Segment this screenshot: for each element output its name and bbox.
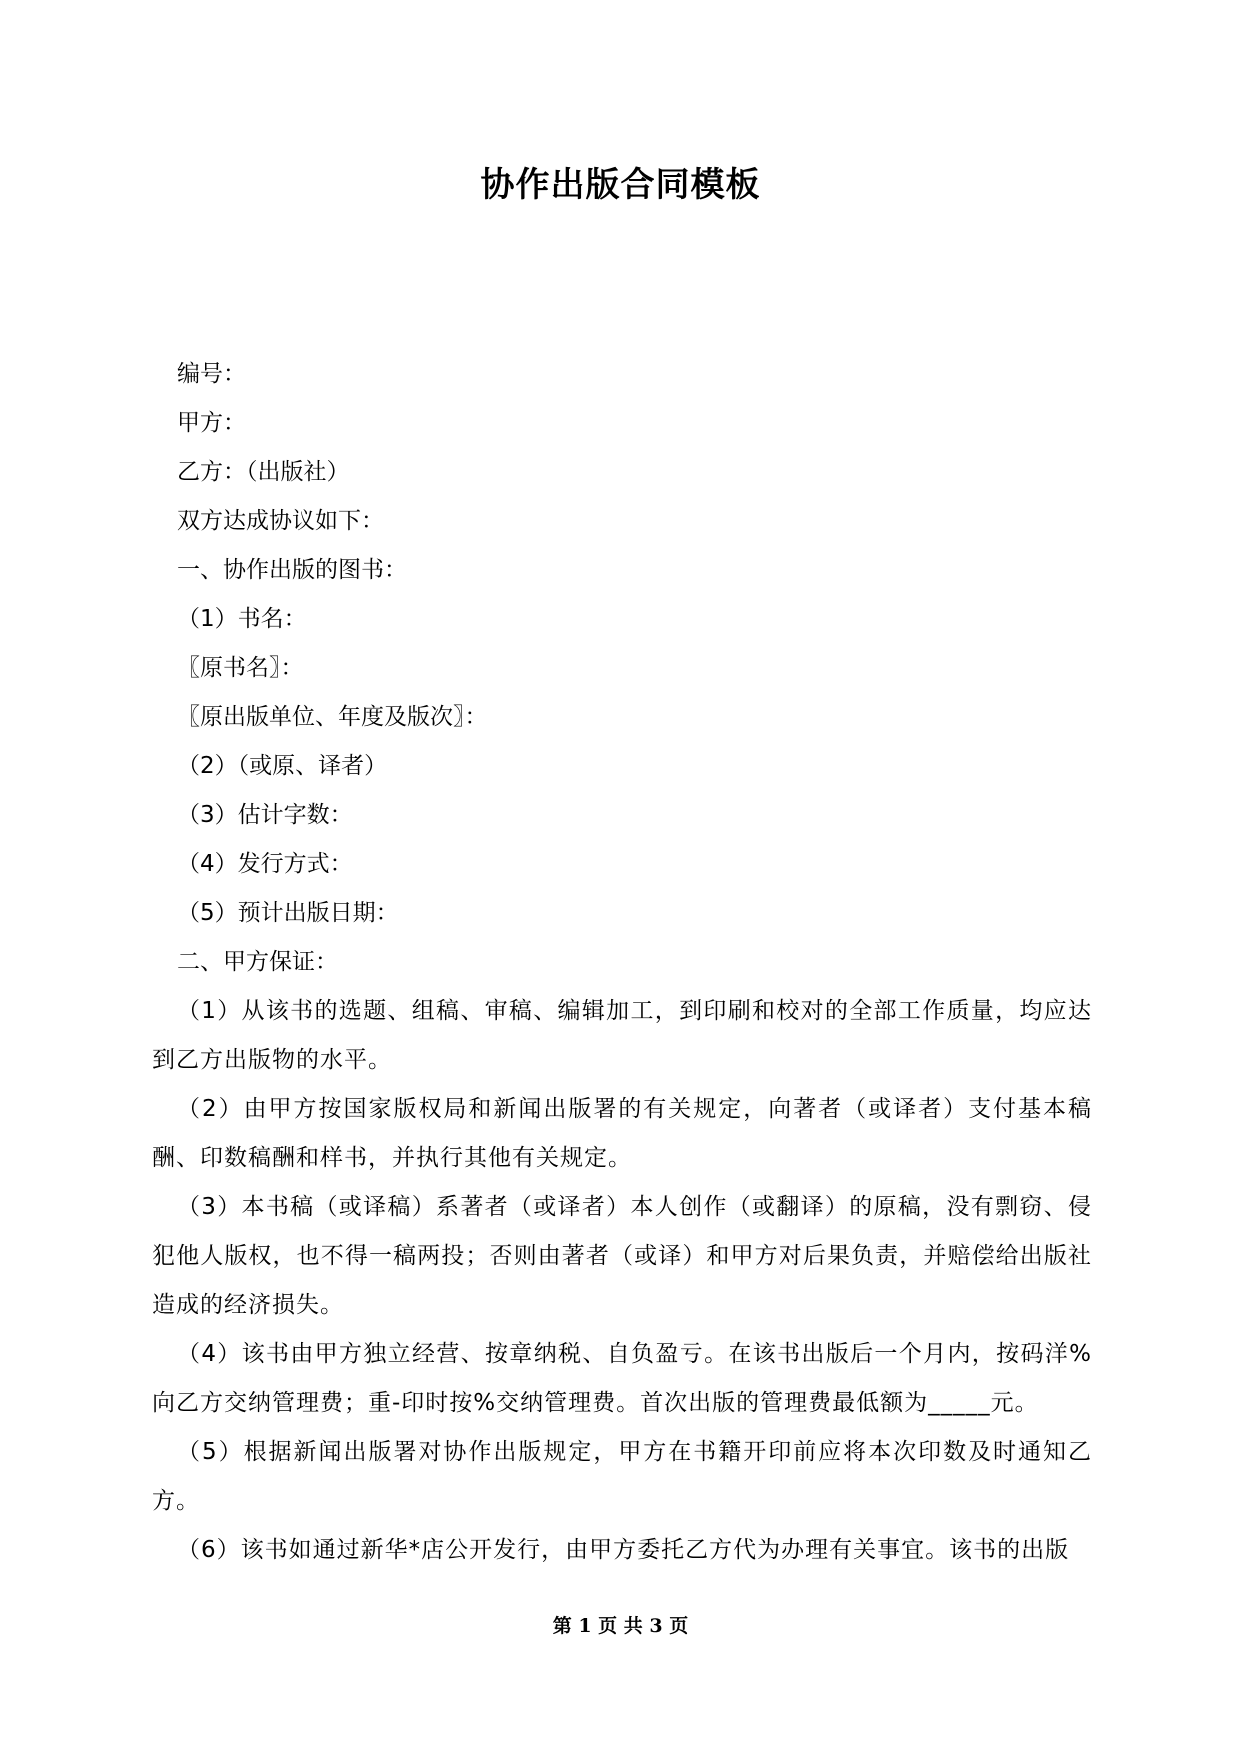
field-party-b: 乙方：（出版社） xyxy=(177,459,350,485)
section-heading-1: 一、协作出版的图书： xyxy=(177,557,407,583)
field-party-a: 甲方： xyxy=(177,410,246,436)
field-author-translator: （2）（或原、译者） xyxy=(177,753,388,779)
section-heading-2: 二、甲方保证： xyxy=(177,949,338,975)
field-number: 编号： xyxy=(177,361,246,387)
clause-paragraph: （6）该书如通过新华*店公开发行，由甲方委托乙方代为办理有关事宜。该书的出版 xyxy=(177,1537,1070,1563)
clause-paragraph: （4）该书由甲方独立经营、按章纳税、自负盈亏。在该书出版后一个月内，按码洋%向乙方交纳管理费；重-印时按%交纳管理费。首次出版的管理费最低额为_____元。 xyxy=(152,1341,1092,1416)
document-title: 协作出版合同模板 xyxy=(480,165,761,205)
field-original-publisher: 〖原出版单位、年度及版次〗： xyxy=(177,704,488,730)
clause-paragraph: （1）从该书的选题、组稿、审稿、编辑加工，到印刷和校对的全部工作质量，均应达到乙方出版物的水平。 xyxy=(152,998,1092,1073)
clause-paragraph: （5）根据新闻出版署对协作出版规定，甲方在书籍开印前应将本次印数及时通知乙方。 xyxy=(152,1439,1092,1514)
field-publish-date: （5）预计出版日期： xyxy=(177,900,399,926)
document-body xyxy=(152,350,1092,1575)
page-number-footer: 第 1 页 共 3 页 xyxy=(552,1615,689,1637)
field-word-count: （3）估计字数： xyxy=(177,802,353,828)
clause-paragraph: （2）由甲方按国家版权局和新闻出版署的有关规定，向著者（或译者）支付基本稿酬、印数稿酬和样书，并执行其他有关规定。 xyxy=(152,1096,1092,1171)
clause-paragraph: （3）本书稿（或译稿）系著者（或译者）本人创作（或翻译）的原稿，没有剽窃、侵犯他人版权，也不得一稿两投；否则由著者（或译）和甲方对后果负责，并赔偿给出版社造成的经济损失。 xyxy=(152,1194,1092,1318)
field-book-name: （1）书名： xyxy=(177,606,307,632)
field-distribution: （4）发行方式： xyxy=(177,851,353,877)
agreement-intro: 双方达成协议如下： xyxy=(177,508,384,534)
field-original-book-name: 〖原书名〗： xyxy=(177,655,304,681)
